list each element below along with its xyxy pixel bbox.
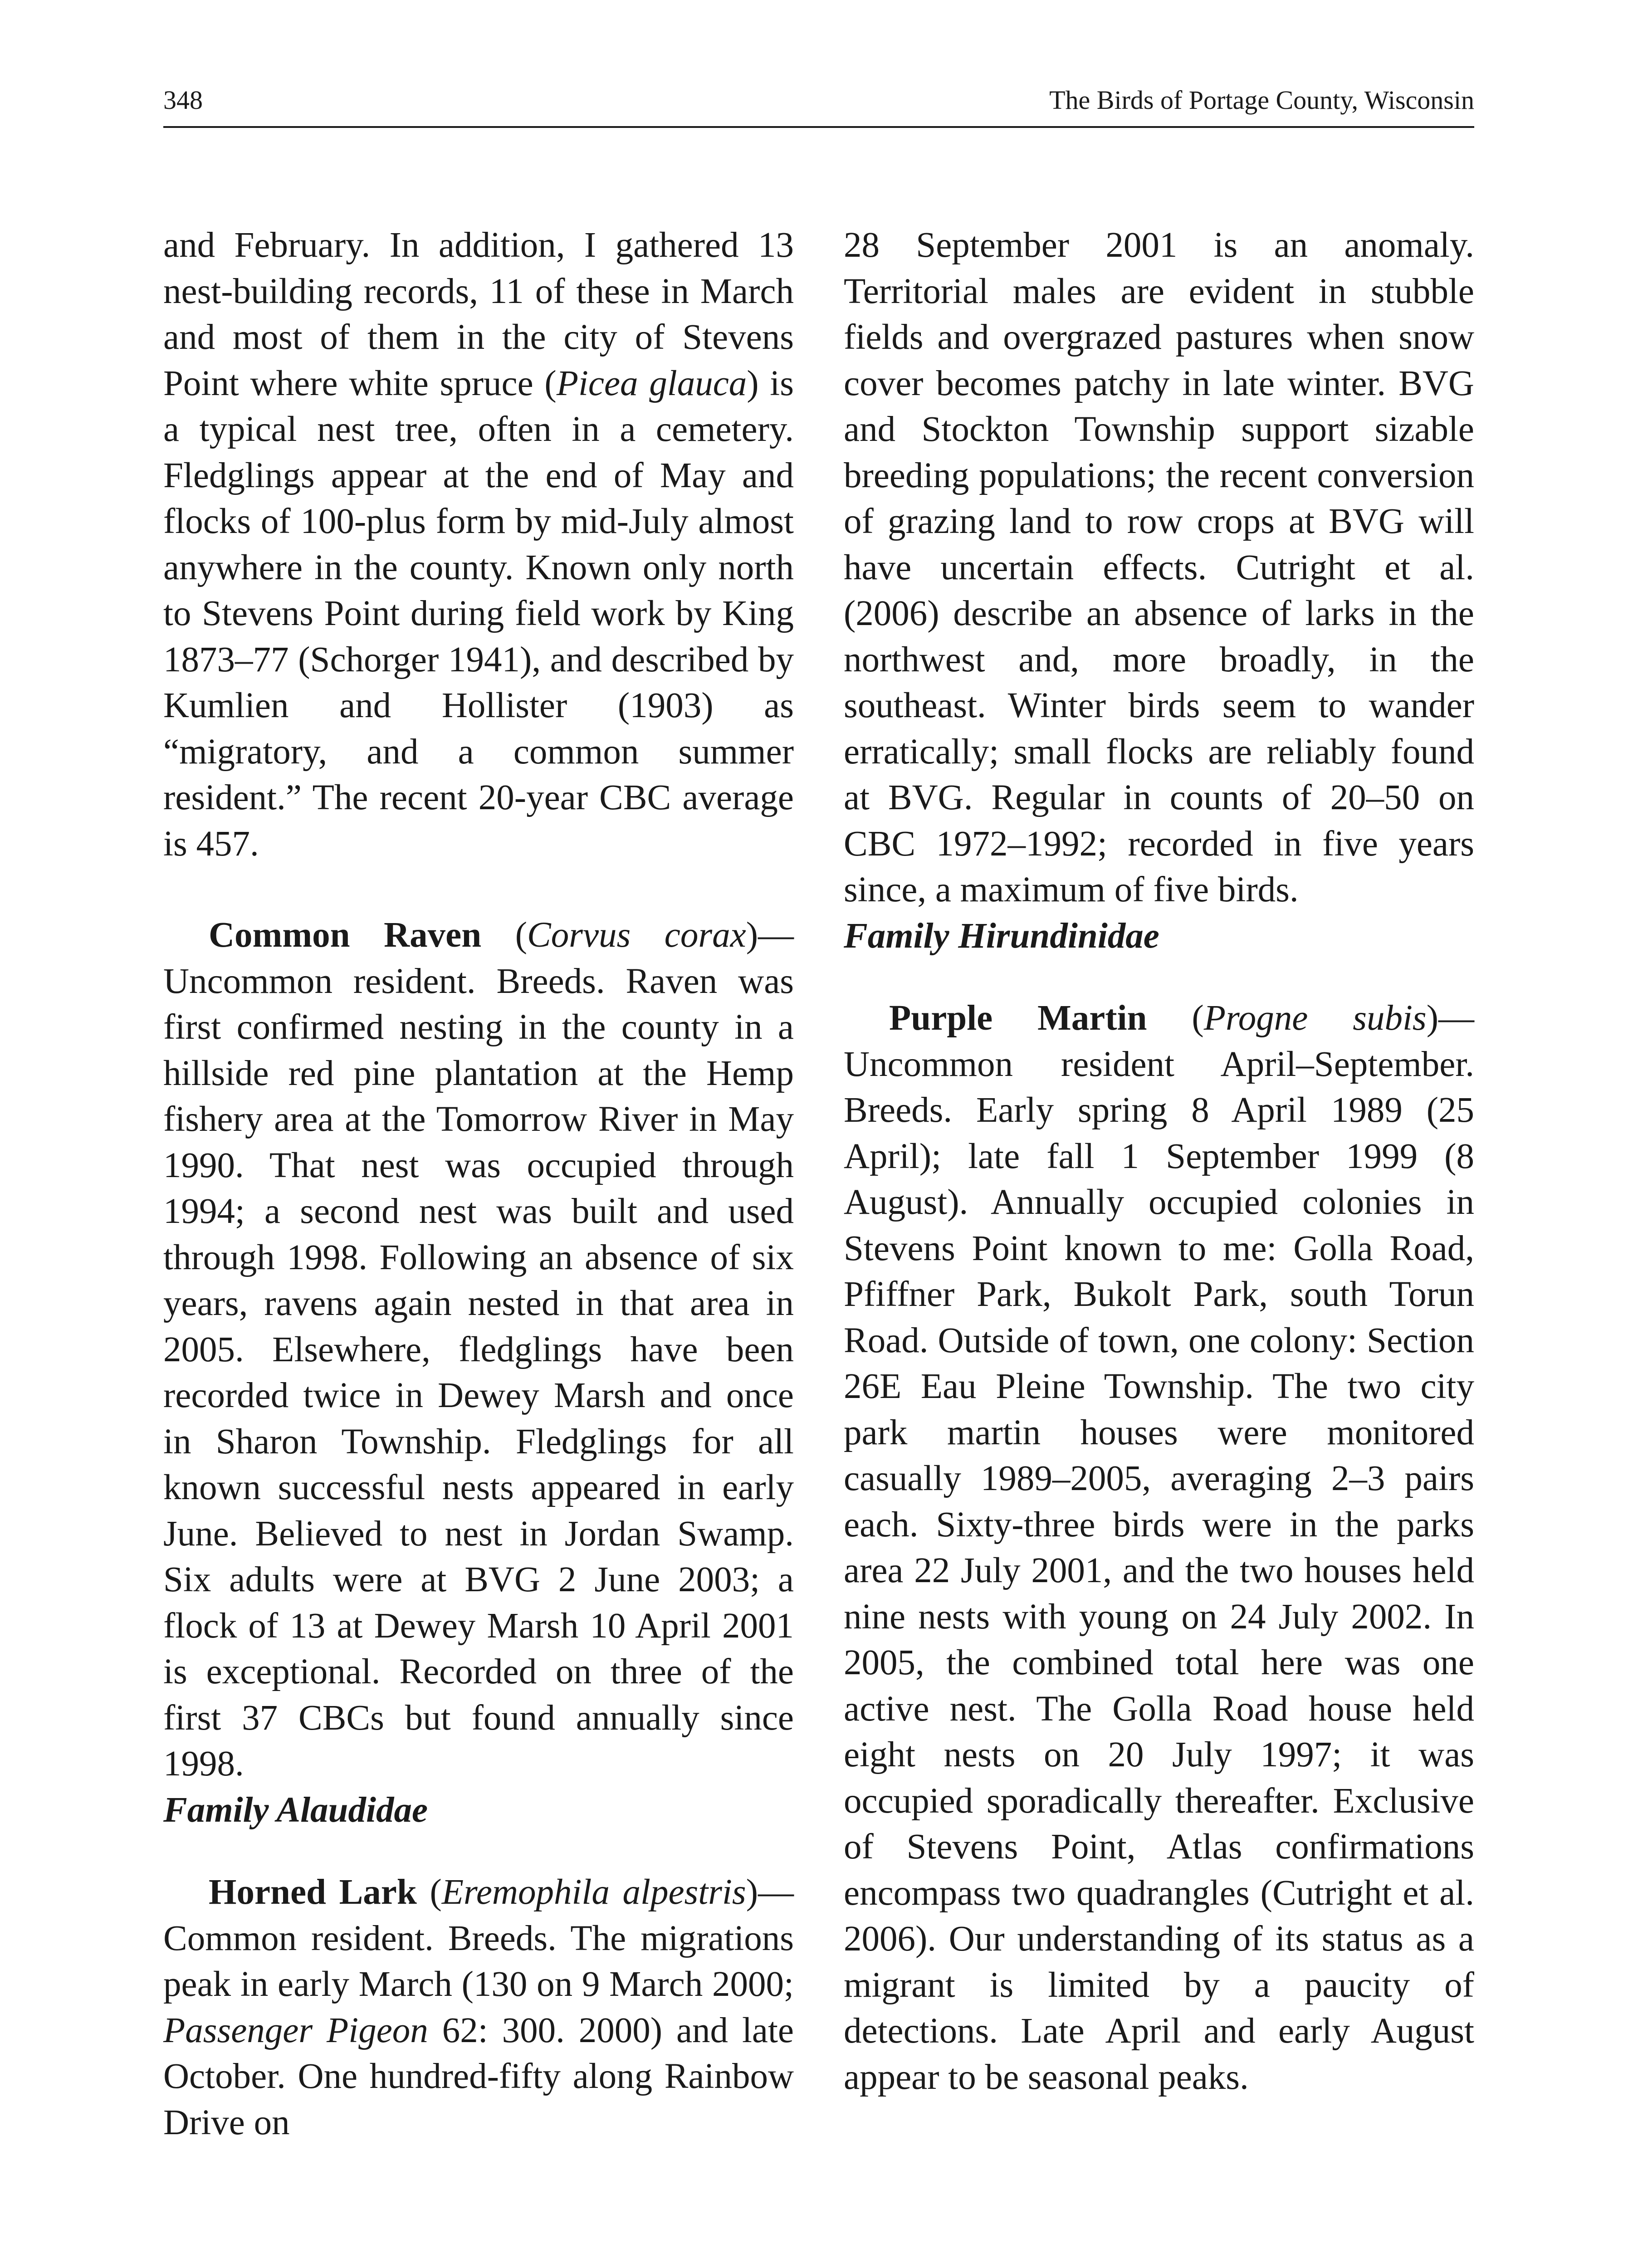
- journal-title: Passenger Pigeon: [163, 2010, 428, 2050]
- species-account-horned-lark: [163, 1869, 794, 2146]
- left-column: [163, 222, 794, 2146]
- running-header: [163, 84, 1474, 116]
- species-scientific-name: Eremophila alpestris: [441, 1872, 746, 1912]
- species-text: )—Common resident. Breeds. The migrations peak in early March (130 on 9 March 2000;: [163, 1872, 794, 2004]
- running-title: The Birds of Portage County, Wisconsin: [1049, 85, 1474, 115]
- family-heading-hirundinidae: Family Hirundinidae: [844, 916, 1159, 956]
- paren-open: (: [1147, 998, 1204, 1038]
- paragraph-continuation: [163, 222, 794, 867]
- species-common-name: Common Raven: [209, 915, 482, 955]
- species-account-purple-martin: [844, 995, 1474, 2100]
- species-text: )—Uncommon resident April–September. Breeds. Early spring 8 April 1989 (25 April); late fall 1 September 1999 (8 August). Annually occupied colonies in Stevens Point known to me: Golla Road, Pfiffner Park, Bukolt Park, south Torun Road. Outside of town, one colony: Section 26E Eau Pleine Township. The two city park martin houses were monitored casually 1989–2005, averaging 2–3 pairs each. Sixty-three birds were in the parks area 22 July 2001, and the two houses held nine nests with young on 24 July 2002. In 2005, the combined total here was one active nest. The Golla Road house held eight nests on 20 July 1997; it was occupied sporadically thereafter. Exclusive of Stevens Point, Atlas confirmations encompass two quadrangles (Cutright et al. 2006). Our understanding of its status as a migrant is limited by a paucity of detections. Late April and early August appear to be seasonal peaks.: [844, 998, 1474, 2097]
- right-column: [844, 222, 1474, 2100]
- scientific-name: Picea glauca: [556, 363, 747, 403]
- species-scientific-name: Progne subis: [1203, 998, 1427, 1038]
- paragraph-continuation: 28 September 2001 is an anomaly. Territorial males are evident in stubble fields and overgrazed pastures when snow cover becomes patchy in late winter. BVG and Stockton Township support sizable breeding populations; the recent conversion of grazing land to row crops at BVG will have uncertain effects. Cutright et al. (2006) describe an absence of larks in the northwest and, more broadly, in the southeast. Winter birds seem to wander erratically; small flocks are reliably found at BVG. Regular in counts of 20–50 on CBC 1972–1992; recorded in five years since, a maximum of five birds.: [844, 225, 1474, 909]
- family-heading-alaudidae: Family Alaudidae: [163, 1790, 428, 1830]
- species-text: )—Uncommon resident. Breeds. Raven was first confirmed nesting in the county in a hillside red pine plantation at the Hemp fishery area at the Tomorrow River in May 1990. That nest was occupied through 1994; a second nest was built and used through 1998. Following an absence of six years, ravens again nested in that area in 2005. Elsewhere, fledglings have been recorded twice in Dewey Marsh and once in Sharon Township. Fledglings for all known successful nests appeared in early June. Believed to nest in Jordan Swamp. Six adults were at BVG 2 June 2003; a flock of 13 at Dewey Marsh 10 April 2001 is exceptional. Recorded on three of the first 37 CBCs but found annually since 1998.: [163, 915, 794, 1784]
- paren-open: (: [416, 1872, 442, 1912]
- species-common-name: Purple Martin: [889, 998, 1147, 1038]
- paragraph-text: ) is a typical nest tree, often in a cemetery. Fledglings appear at the end of May and flocks of 100-plus form by mid-July almost anywhere in the county. Known only north to Stevens Point during field work by King 1873–77 (Schorger 1941), and described by Kumlien and Hollister (1903) as “migratory, and a common summer resident.” The recent 20-year CBC average is 457.: [163, 363, 794, 864]
- paren-open: (: [481, 915, 528, 955]
- species-common-name: Horned Lark: [209, 1872, 417, 1912]
- paragraph-text: and February. In addition, I gathered 13 nest-building records, 11 of these in March and most of them in the city of Stevens Point where white spruce (: [163, 225, 794, 403]
- species-scientific-name: Corvus corax: [527, 915, 746, 955]
- page-number: 348: [163, 85, 203, 115]
- species-account-common-raven: [163, 912, 794, 1787]
- species-text: 62: 300. 2000) and late October. One hundred-fifty along Rainbow Drive on: [163, 2010, 794, 2142]
- header-rule: [163, 126, 1474, 128]
